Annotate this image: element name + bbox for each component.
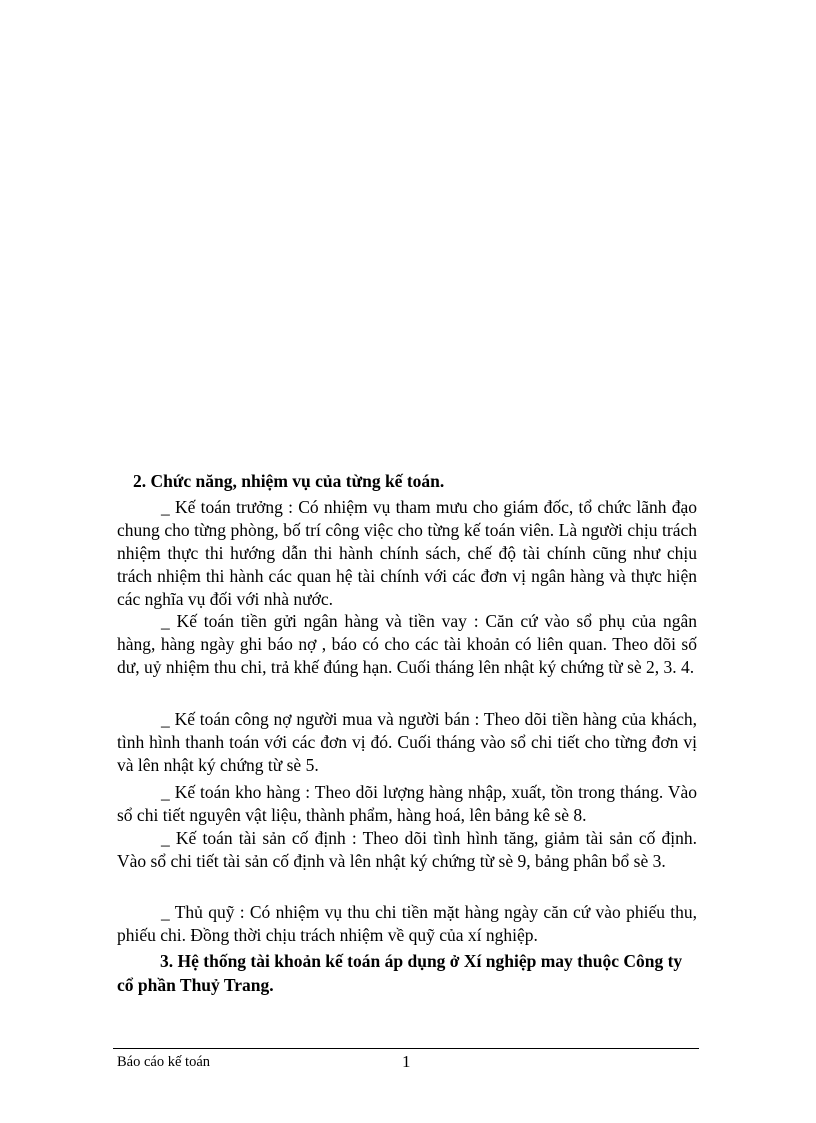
page-number: 1 — [402, 1052, 411, 1071]
paragraph-fixed-asset-accountant: _ Kế toán tài sản cố định : Theo dõi tình hình tăng, giảm tài sản cố định. Vào sổ chi tiết tài sản cố định và lên nhật ký chứng từ sè 9, bảng phân bổ sè 3. — [117, 828, 697, 871]
section-3-heading-line-2: cổ phần Thuỷ Trang. — [117, 975, 274, 995]
section-2-heading: 2. Chức năng, nhiệm vụ của từng kế toán. — [133, 471, 445, 491]
paragraph-debt-accountant: _ Kế toán công nợ người mua và người bán : Theo dõi tiền hàng của khách, tình hình thanh toán với các đơn vị đó. Cuối tháng vào sổ chi tiết cho từng đơn vị và lên nhật ký chứng từ sè 5. — [117, 709, 697, 775]
paragraph-warehouse-accountant: _ Kế toán kho hàng : Theo dõi lượng hàng nhập, xuất, tồn trong tháng. Vào sổ chi tiết nguyên vật liệu, thành phẩm, hàng hoá, lên bảng kê sè 8. — [117, 782, 697, 825]
paragraph-chief-accountant: _ Kế toán trưởng : Có nhiệm vụ tham mưu cho giám đốc, tổ chức lãnh đạo chung cho từng phòng, bố trí công việc cho từng kế toán viên. Là người chịu trách nhiệm thực thi hướng dẫn thi hành chính sách, chế độ tài chính cũng như chịu trách nhiệm thi hành các quan hệ tài chính với các đơn vị ngân hàng và thực hiện các nghĩa vụ đối với nhà nước. — [117, 497, 697, 609]
footer-divider — [113, 1048, 699, 1049]
section-3-heading-line-1: 3. Hệ thống tài khoản kế toán áp dụng ở Xí nghiệp may thuộc Công ty — [160, 951, 683, 971]
paragraph-bank-accountant: _ Kế toán tiền gửi ngân hàng và tiền vay : Căn cứ vào sổ phụ của ngân hàng, hàng ngày ghi báo nợ , báo có cho các tài khoản có liên quan. Theo dõi số dư, uỷ nhiệm thu chi, trả khế đúng hạn. Cuối tháng lên nhật ký chứng từ sè 2, 3. 4. — [117, 611, 697, 677]
paragraph-treasurer: _ Thủ quỹ : Có nhiệm vụ thu chi tiền mặt hàng ngày căn cứ vào phiếu thu, phiếu chi. Đồng thời chịu trách nhiệm về quỹ của xí nghiệp. — [117, 902, 697, 945]
footer-label: Báo cáo kế toán — [117, 1054, 211, 1070]
